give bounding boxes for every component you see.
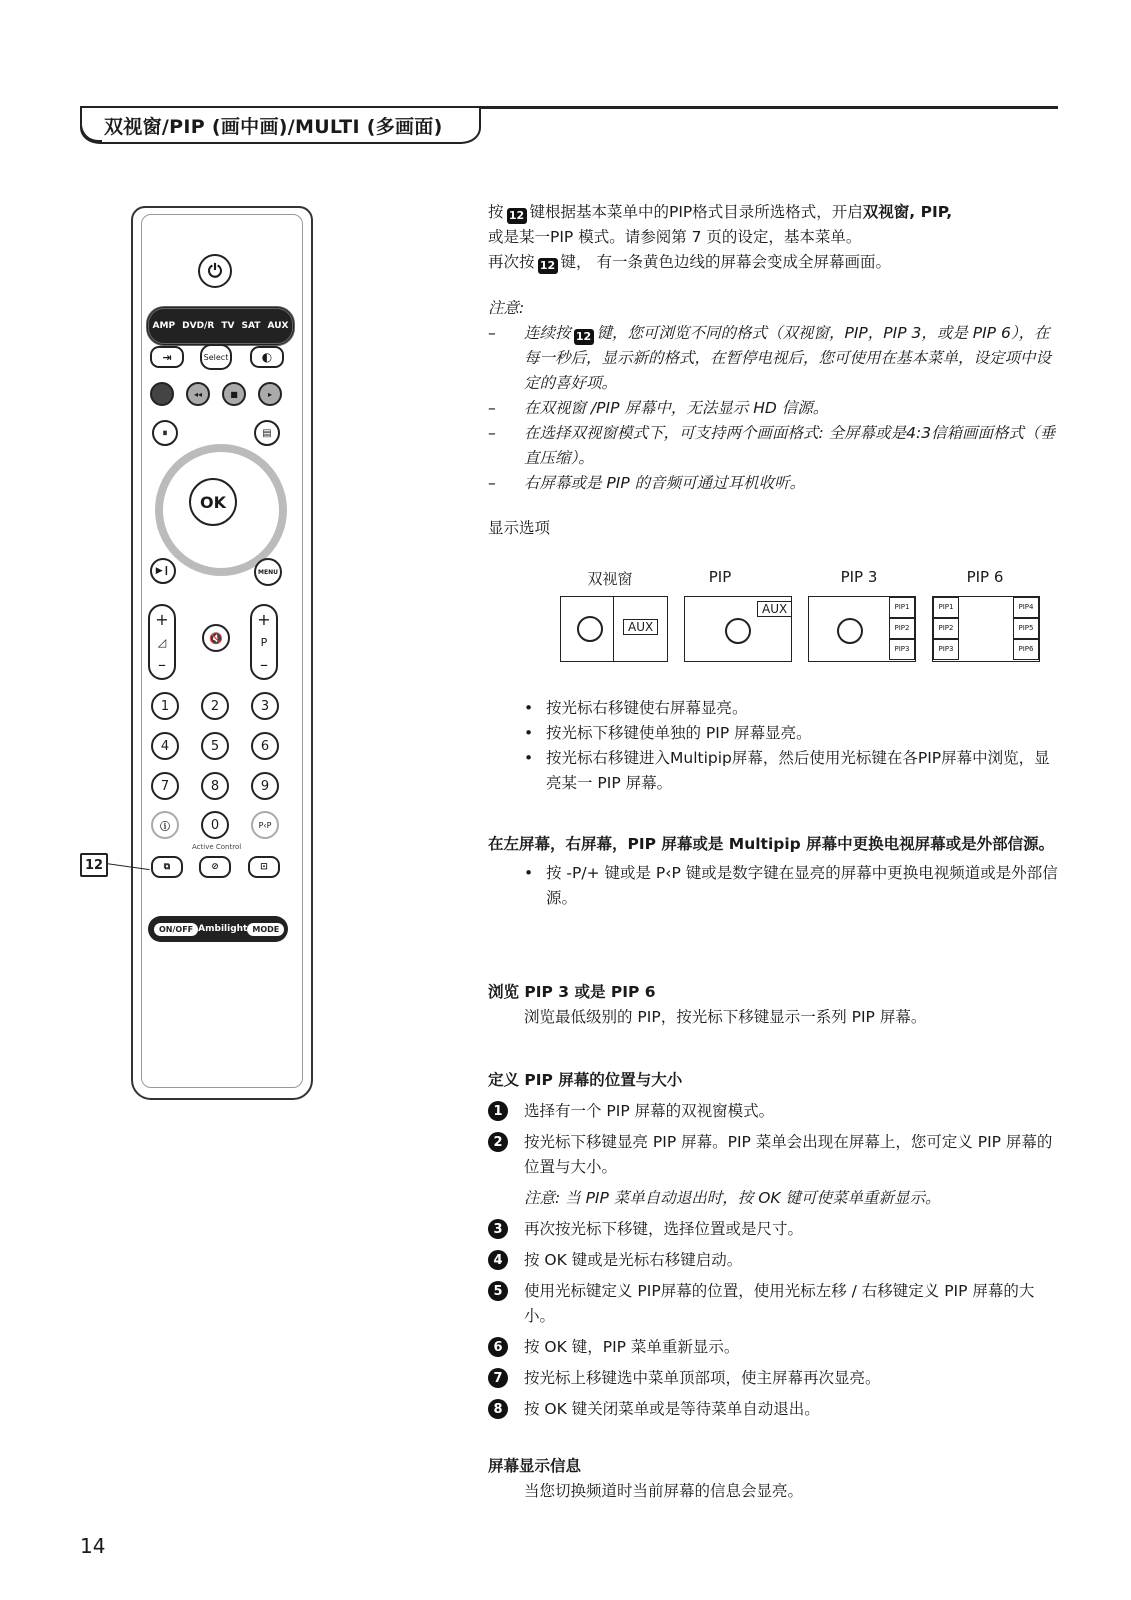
list-text: 按光标右移键进入Multipip屏幕，然后使用光标键在各PIP屏幕中浏览，显亮某一 PIP 屏幕。: [546, 749, 1050, 792]
power-icon: ⏻: [198, 254, 232, 288]
ambilight-bar: [148, 916, 288, 942]
play-icon: ▸: [258, 382, 282, 406]
list-text: 按光标右移键使右屏幕显亮。: [546, 699, 748, 717]
osd-title: 屏幕显示信息: [488, 1457, 582, 1475]
step-text: 再次按光标下移键，选择位置或是尺寸。: [524, 1220, 804, 1238]
list-item: [488, 861, 1060, 911]
pause-icon: ⏸: [152, 420, 178, 446]
step-number: 2: [488, 1132, 508, 1152]
step-number: 4: [488, 1250, 508, 1270]
list-item: [488, 696, 1060, 721]
note-text: [524, 321, 1060, 396]
dash: –: [488, 324, 496, 342]
note-text: 右屏幕或是 PIP 的音频可通过耳机收听。: [524, 474, 806, 492]
bullet: •: [524, 864, 534, 882]
display-options-title: 显示选项: [488, 519, 551, 537]
intro-block: [488, 200, 1060, 275]
intro-text: 键根据基本菜单中的PIP格式目录所选格式，开启: [529, 203, 863, 221]
label-pip3: PIP 3: [840, 568, 878, 586]
pip2-box: PIP2: [889, 618, 915, 639]
pip5-box: PIP5: [1013, 618, 1039, 639]
volume-plus: +: [155, 610, 169, 629]
browse-title: 浏览 PIP 3 或是 PIP 6: [488, 983, 656, 1001]
source-amp: AMP: [152, 321, 176, 331]
dual-screen-key-callout: 12: [80, 853, 108, 877]
volume-rocker: [148, 604, 176, 680]
note-text: 在双视窗 /PIP 屏幕中，无法显示 HD 信源。: [524, 399, 829, 417]
digit-5: 5: [201, 732, 229, 760]
digit-7: 7: [151, 772, 179, 800]
source-sat: SAT: [241, 321, 261, 331]
divider: [613, 597, 614, 661]
info-icon: ⓘ: [151, 811, 179, 839]
dash: –: [488, 399, 496, 417]
list-item: [488, 746, 1060, 796]
pip-diagram: [684, 596, 792, 662]
swap-section: [488, 832, 1060, 911]
mute-icon: 🔇: [202, 624, 230, 652]
pip2-box: PIP2: [933, 618, 959, 639]
step-text: 按 OK 键关闭菜单或是等待菜单自动退出。: [524, 1400, 820, 1418]
aux-tag: AUX: [757, 601, 792, 617]
step-text: 按光标上移键选中菜单顶部项，使主屏幕再次显亮。: [524, 1369, 881, 1387]
bullet: •: [524, 749, 534, 767]
intro-bold: 双视窗, PIP,: [862, 203, 953, 221]
osd-text: 当您切换频道时当前屏幕的信息会显亮。: [524, 1482, 804, 1500]
step-item: [488, 1099, 1060, 1124]
note-item: [488, 471, 1060, 496]
step-item: [488, 1248, 1060, 1273]
volume-icon: ◿: [157, 635, 167, 649]
digit-1: 1: [151, 692, 179, 720]
dash: –: [488, 424, 496, 442]
browse-text: 浏览最低级别的 PIP，按光标下移键显示一系列 PIP 屏幕。: [524, 1008, 927, 1026]
program-rocker: [250, 604, 278, 680]
rewind-icon: ◂◂: [186, 382, 210, 406]
label-pip6: PIP 6: [966, 568, 1004, 586]
swap-title: 在左屏幕，右屏幕，PIP 屏幕或是 Multipip 屏幕中更换电视屏幕或是外部信源。: [488, 835, 1055, 853]
ambilight-label: Ambilight: [198, 924, 248, 934]
program-plus: +: [257, 610, 271, 629]
step-item: [488, 1217, 1060, 1242]
step-number: 8: [488, 1399, 508, 1419]
digit-2: 2: [201, 692, 229, 720]
on-off-label: ON/OFF: [154, 923, 198, 936]
note-item: [488, 396, 1060, 421]
notes-block: [488, 296, 1060, 496]
step-item: [488, 1130, 1060, 1180]
step-text: 使用光标键定义 PIP屏幕的位置，使用光标左移 / 右移键定义 PIP 屏幕的大小。: [524, 1282, 1035, 1325]
bullet: •: [524, 699, 534, 717]
label-pip: PIP: [708, 568, 732, 586]
digit-4: 4: [151, 732, 179, 760]
pip3-box: PIP3: [889, 639, 915, 660]
source-aux: AUX: [267, 321, 289, 331]
note-text: 在选择双视窗模式下，可支持两个画面格式: 全屏幕或是4:3信箱画面格式（垂直压缩）。: [524, 424, 1056, 467]
list-item: [488, 721, 1060, 746]
standby-icon: ◐: [250, 346, 284, 368]
aux-tag: AUX: [623, 619, 658, 635]
step-item: [488, 1335, 1060, 1360]
list-text: 按光标下移键使单独的 PIP 屏幕显亮。: [546, 724, 812, 742]
format-icon: ⊡: [248, 856, 280, 878]
browse-section: [488, 980, 1060, 1030]
bullet: •: [524, 724, 534, 742]
step-number: 7: [488, 1368, 508, 1388]
dual-screen-key-icon: 12: [538, 258, 558, 274]
step-text: 按光标下移键显亮 PIP 屏幕。PIP 菜单会出现在屏幕上，您可定义 PIP 屏幕的位置与大小。: [524, 1133, 1053, 1176]
step-text: 选择有一个 PIP 屏幕的双视窗模式。: [524, 1102, 775, 1120]
program-p: P: [260, 635, 268, 649]
intro-text: 按: [488, 203, 504, 221]
osd-section: [488, 1454, 1060, 1504]
digit-8: 8: [201, 772, 229, 800]
step-number: 1: [488, 1101, 508, 1121]
ok-button-illustration: OK: [189, 478, 237, 526]
teletext-icon: ▤: [254, 420, 280, 446]
pip6-diagram: [932, 596, 1040, 662]
circle-icon: [837, 618, 863, 644]
notes-title: 注意:: [488, 299, 525, 317]
intro-line-2: 或是某一PIP 模式。请参阅第 7 页的设定，基本菜单。: [488, 228, 862, 246]
step-text: 按 OK 键或是光标右移键启动。: [524, 1251, 743, 1269]
note-text-a: 连续按: [524, 324, 571, 342]
stop-icon: ■: [222, 382, 246, 406]
note-item: [488, 421, 1060, 471]
circle-icon: [577, 616, 603, 642]
note-text-b: 键，您可浏览不同的格式（双视窗，PIP，PIP 3，或是 PIP 6），在每一秒后，显示新的格式，在暂停电视后，您可使用在基本菜单，设定项中设定的喜好项。: [524, 324, 1052, 392]
step-item: [488, 1397, 1060, 1422]
digit-0: 0: [201, 811, 229, 839]
dual-screen-icon: ⧉: [151, 856, 183, 878]
define-title: 定义 PIP 屏幕的位置与大小: [488, 1071, 683, 1089]
volume-minus: –: [158, 655, 166, 674]
dual-screen-key-icon: 12: [507, 208, 527, 224]
pip1-box: PIP1: [933, 597, 959, 618]
intro-text: 键， 有一条黄色边线的屏幕会变成全屏幕画面。: [560, 253, 891, 271]
pp-button-illustration: P‹P: [251, 811, 279, 839]
page-number: 14: [80, 1534, 106, 1558]
menu-button-illustration: MENU: [254, 558, 282, 586]
page-title: 双视窗/PIP (画中画)/MULTI (多画面): [80, 108, 481, 144]
digit-3: 3: [251, 692, 279, 720]
select-button-illustration: Select: [200, 344, 232, 370]
label-dual-screen: 双视窗: [587, 570, 633, 588]
circle-icon: [725, 618, 751, 644]
dual-screen-diagram: [560, 596, 668, 662]
playpause-icon: ▶❙: [150, 558, 176, 584]
pip3-box: PIP3: [933, 639, 959, 660]
digit-9: 9: [251, 772, 279, 800]
input-icon: ⇥: [150, 346, 184, 368]
step-item: [488, 1366, 1060, 1391]
define-note: 注意: 当 PIP 菜单自动退出时，按 OK 键可使菜单重新显示。: [524, 1189, 941, 1207]
step-text: 按 OK 键，PIP 菜单重新显示。: [524, 1338, 740, 1356]
source-dvdr: DVD/R: [182, 321, 215, 331]
step-number: 5: [488, 1281, 508, 1301]
program-minus: –: [260, 655, 268, 674]
list-text: 按 -P/+ 键或是 P‹P 键或是数字键在显亮的屏幕中更换电视频道或是外部信源。: [546, 864, 1058, 907]
pip4-box: PIP4: [1013, 597, 1039, 618]
digit-6: 6: [251, 732, 279, 760]
step-number: 6: [488, 1337, 508, 1357]
intro-text: 再次按: [488, 253, 535, 271]
pip1-box: PIP1: [889, 597, 915, 618]
active-control-icon: ⊘: [199, 856, 231, 878]
dual-screen-key-icon: 12: [574, 329, 594, 345]
step-item: [488, 1279, 1060, 1329]
define-section: [488, 1068, 1060, 1422]
mode-label: MODE: [247, 923, 284, 936]
pip3-diagram: [808, 596, 916, 662]
dash: –: [488, 474, 496, 492]
source-tv: TV: [221, 321, 235, 331]
record-icon: [150, 382, 174, 406]
active-control-label: Active Control: [192, 843, 242, 851]
bullet-list-1: [488, 696, 1060, 796]
intro-line-1: [488, 200, 1060, 225]
intro-line-3: [488, 250, 1060, 275]
pip6-box: PIP6: [1013, 639, 1039, 660]
source-selector-bar: [146, 306, 295, 346]
note-item: [488, 321, 1060, 396]
step-number: 3: [488, 1219, 508, 1239]
